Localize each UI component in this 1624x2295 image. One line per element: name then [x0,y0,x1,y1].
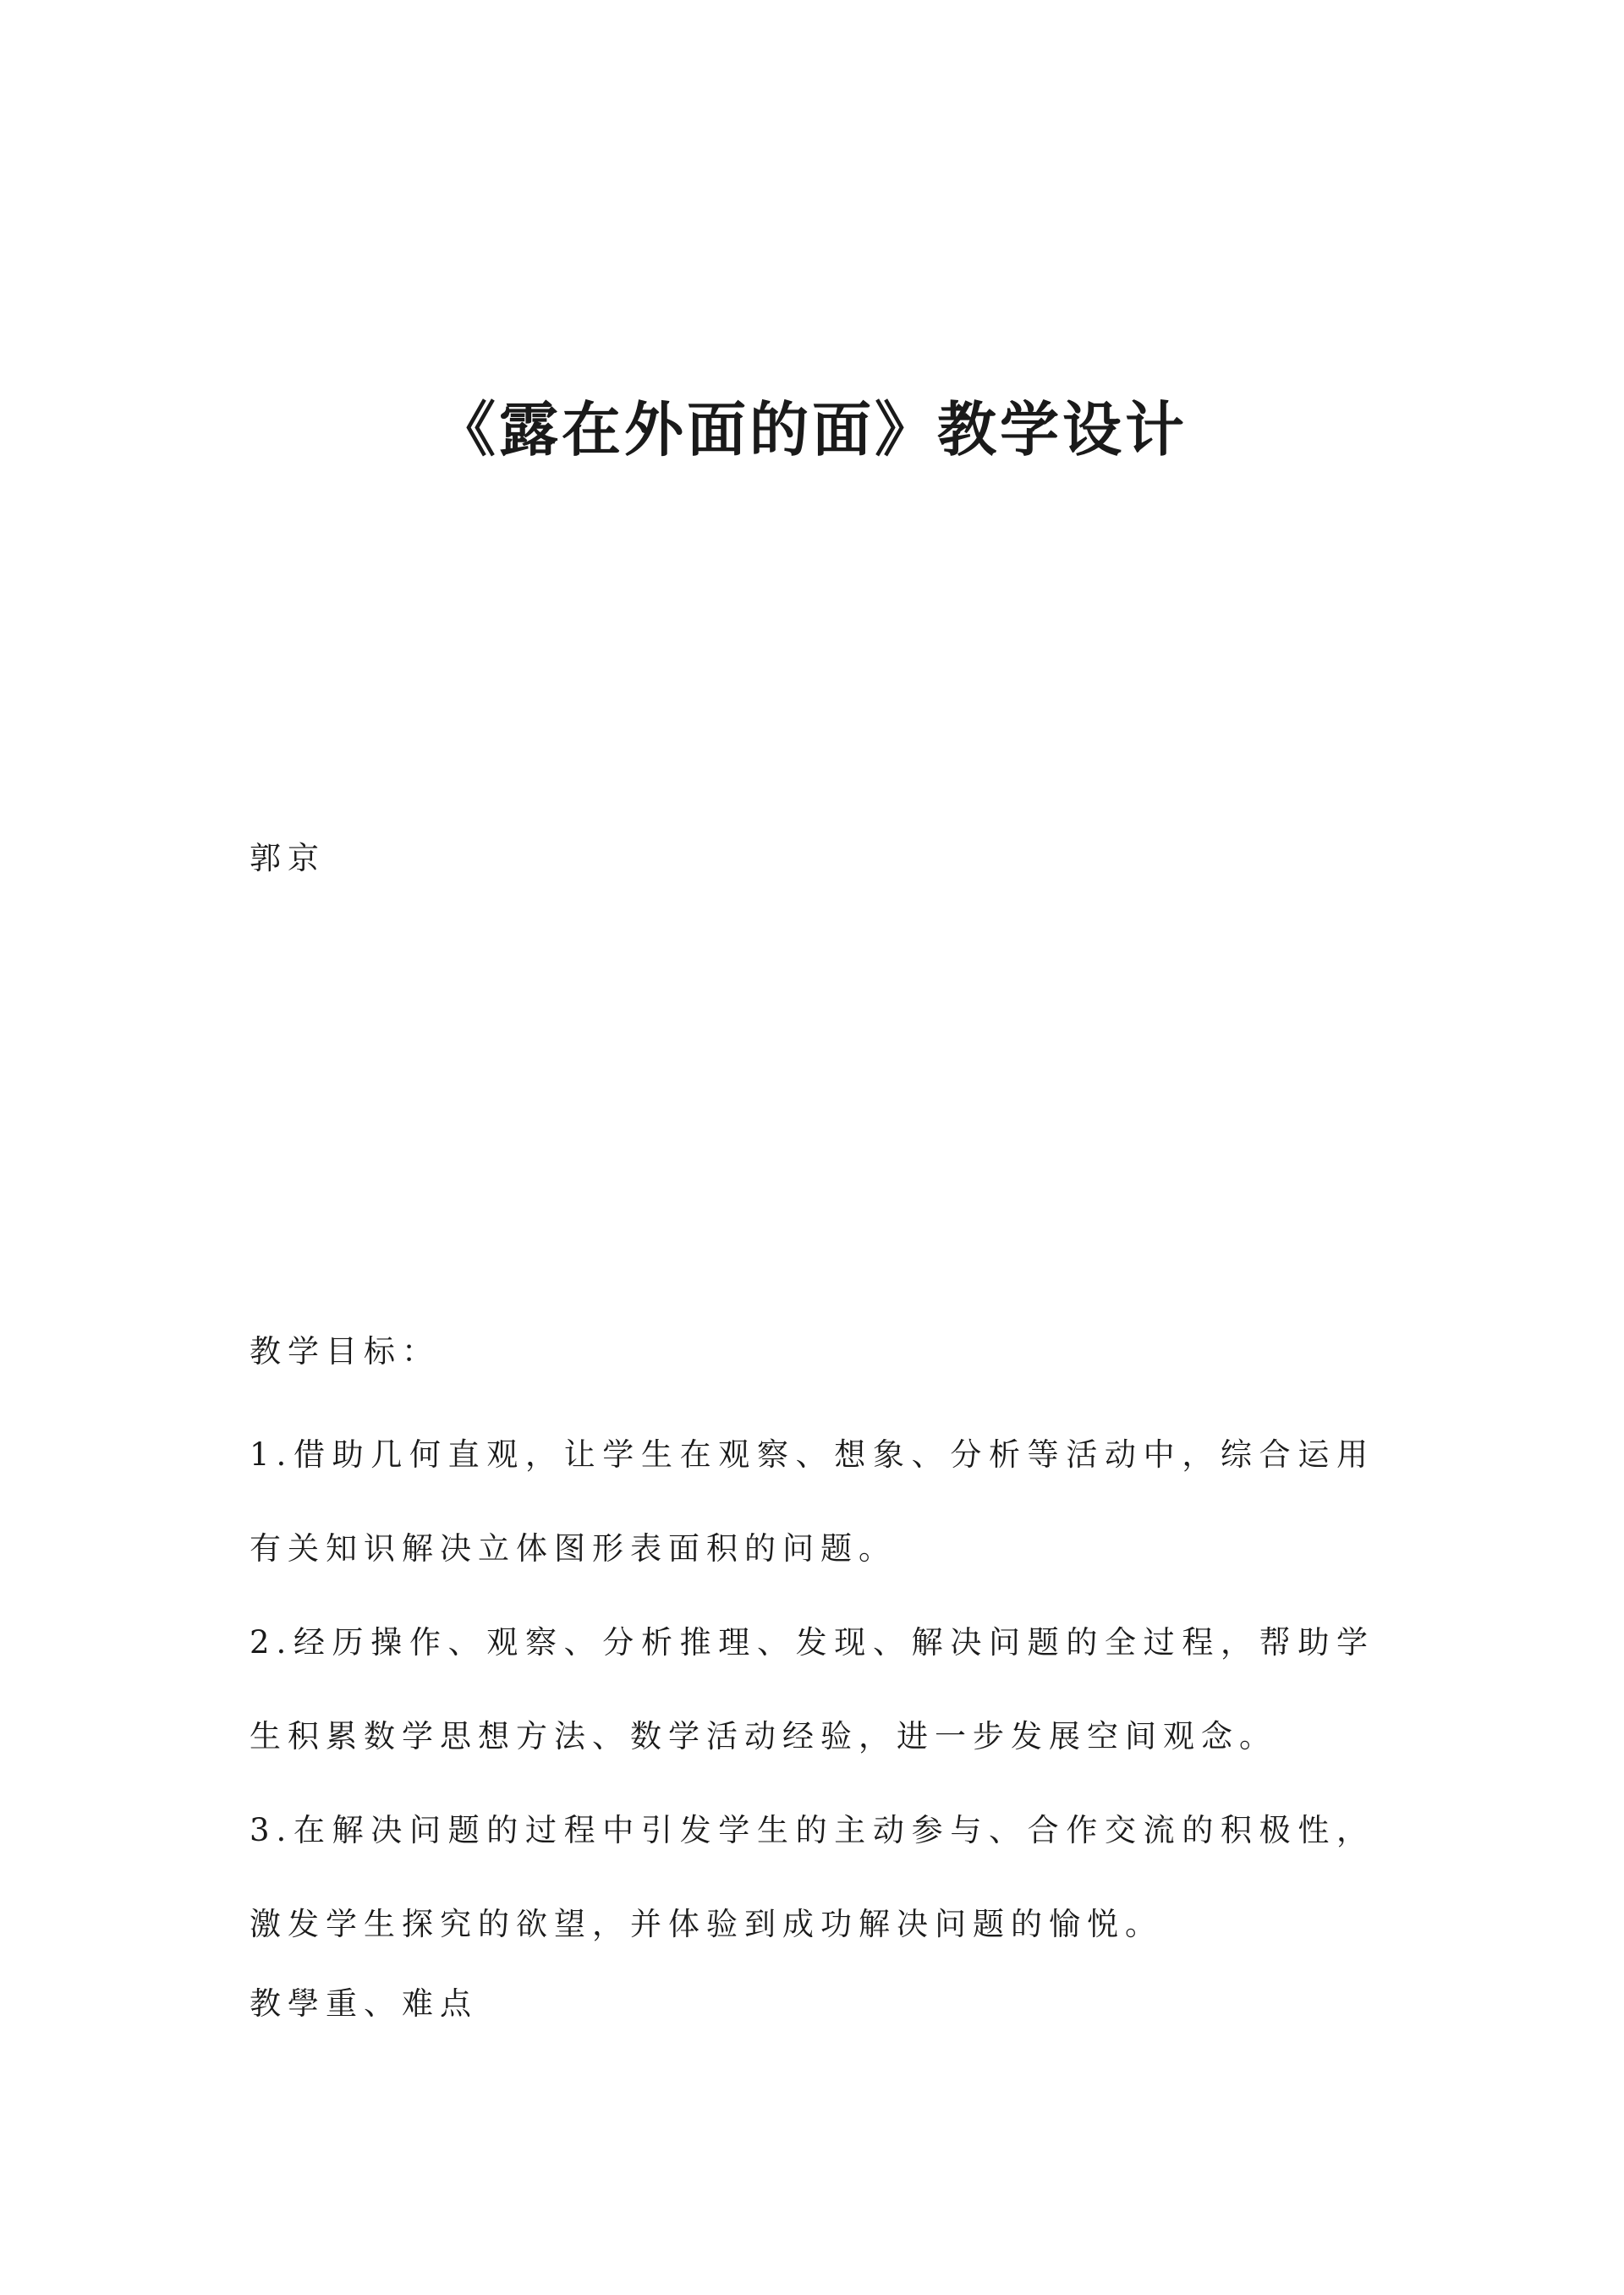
document-title: 《露在外面的面》教学设计 [436,394,1188,464]
author-name: 郭京 [250,840,326,876]
objective-item-3: 3.在解决问题的过程中引发学生的主动参与、合作交流的积极性，激发学生探究的欲望，并体验到成功解决问题的愉悦。 [250,1812,1374,1942]
objective-item-1: 1.借助几何直观，让学生在观察、想象、分析等活动中，综合运用有关知识解决立体图形表面积的问题。 [250,1436,1374,1567]
objective-item-2: 2.经历操作、观察、分析推理、发现、解决问题的全过程，帮助学生积累数学思想方法、数学活动经验，进一步发展空间观念。 [250,1624,1374,1754]
key-points-heading: 教學重、难点 [250,1985,478,2022]
objectives-heading: 教学目标： [250,1333,440,1370]
